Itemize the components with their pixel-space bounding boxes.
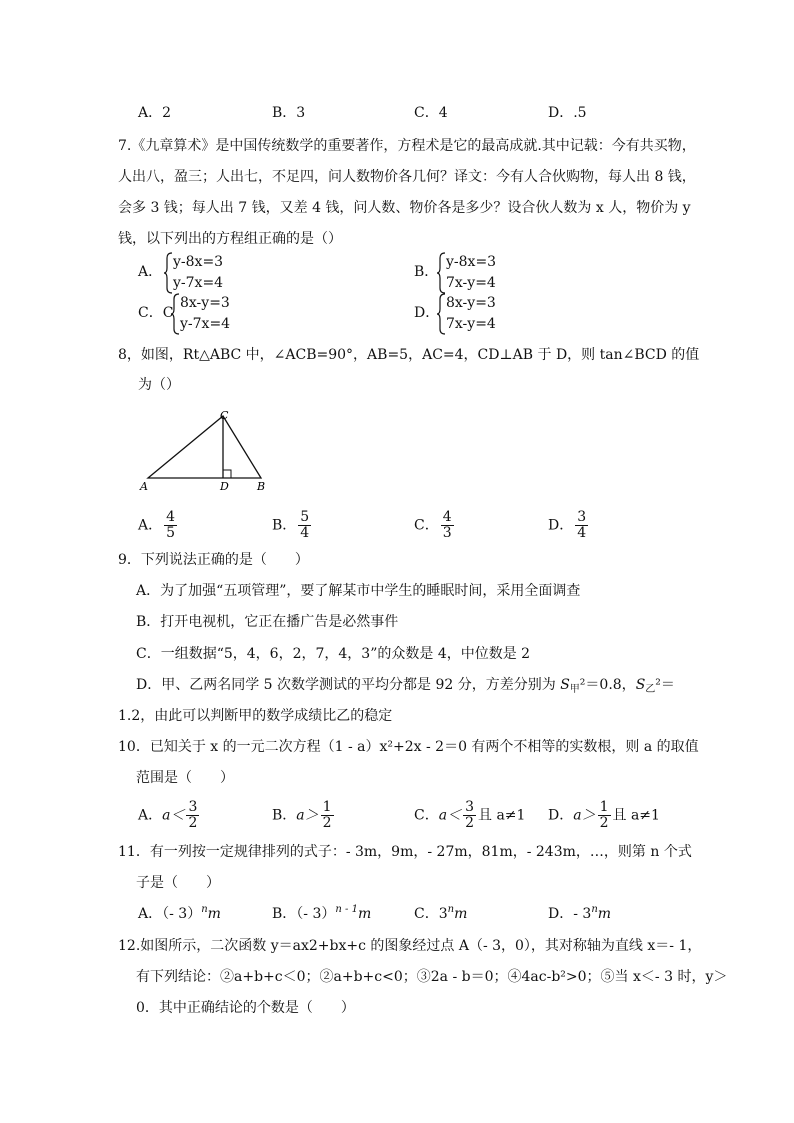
q9-option-d <box>136 675 675 695</box>
q8-option-b <box>272 510 313 541</box>
q7-d-eq2: 7x-y=4 <box>446 316 496 332</box>
q10-b-fraction <box>321 800 334 831</box>
q8-a-fraction <box>164 510 177 541</box>
q10-option-d <box>548 800 660 831</box>
q8-d-fraction <box>575 510 588 541</box>
q10-option-c <box>414 800 525 831</box>
q10-b-relation: a＞ <box>296 807 319 824</box>
q11-d-exponent: n <box>591 904 598 915</box>
variance-symbol: S <box>560 677 570 693</box>
numerator: 1 <box>322 799 332 815</box>
q11-a-var: m <box>207 906 221 922</box>
q7-option-c-label: C．C <box>138 305 174 321</box>
q8-b-label: B． <box>272 517 297 534</box>
q11-b-var: m <box>357 906 372 922</box>
q11-option-b <box>272 904 371 924</box>
q7-d-eq1: 8x-y=3 <box>446 295 496 311</box>
q9-option-c: C．一组数据“5，4，6，2，7，4，3”的众数是 4，中位数是 2 <box>136 646 531 662</box>
q12-stem-line3: 0．其中正确结论的个数是（ ） <box>136 1000 355 1016</box>
q9-option-d-line2: 1.2，由此可以判断甲的数学成绩比乙的稳定 <box>118 708 393 724</box>
numerator: 3 <box>465 799 474 815</box>
q10-d-relation: a＞ <box>573 807 596 824</box>
denominator: 5 <box>166 525 176 541</box>
q10-d-fraction <box>598 800 611 831</box>
q11-option-a <box>138 904 221 924</box>
q7-option-a-label: A． <box>138 264 163 280</box>
numerator: 4 <box>442 509 452 525</box>
q8-c-label: C． <box>414 517 439 534</box>
q11-c-var: m <box>454 906 468 922</box>
q7-stem-line2: 人出八，盈三；人出七，不足四，问人数物价各几何？译文：今有人合伙购物，每人出 8 钱， <box>118 169 696 185</box>
q11-b-exponent: n - 1 <box>335 904 358 915</box>
q8-stem-line2: 为（） <box>138 377 180 393</box>
q7-stem-line3: 会多 3 钱；每人出 7 钱，又差 4 钱，问人数、物价各是多少？设合伙人数为 x 人，物价为 y <box>118 200 691 216</box>
q8-option-c <box>414 510 456 541</box>
q8-stem-line1: 8，如图，Rt△ABC 中，∠ACB=90°，AB=5，AC=4，CD⊥AB 于 D，则 tan∠BCD 的值 <box>118 347 700 363</box>
q7-b-eq1: y-8x=3 <box>446 254 497 270</box>
numerator: 1 <box>599 799 609 815</box>
q8-a-label: A． <box>138 517 163 534</box>
denominator: 2 <box>322 815 332 831</box>
brace-icon <box>164 252 174 294</box>
q7-option-d-system <box>437 293 496 335</box>
q6-option-d: D．.5 <box>548 105 587 121</box>
denominator: 2 <box>599 815 609 831</box>
q10-stem-line2: 范围是（ ） <box>136 770 234 786</box>
q7-stem-line1: 7.《九章算术》是中国传统数学的重要著作，方程术是它的最高成就.其中记载：今有共买物， <box>118 138 696 154</box>
denominator: 2 <box>465 815 474 831</box>
q7-c-eq2: y-7x=4 <box>180 316 231 332</box>
q10-option-b <box>272 800 336 831</box>
q11-stem-line1: 11．有一列按一定规律排列的式子：- 3m，9m，- 27m，81m，- 243m，…，则第 n 个式 <box>118 844 692 860</box>
brace-icon <box>171 293 181 335</box>
q7-option-b-system <box>437 252 496 294</box>
numerator: 4 <box>166 509 176 525</box>
q10-c-label: C． <box>414 807 439 824</box>
q8-option-a <box>138 510 179 541</box>
variance-jia: ²＝0.8， <box>579 677 636 693</box>
q9-option-b: B．打开电视机，它正在播广告是必然事件 <box>136 614 399 630</box>
q10-c-relation: a＜ <box>438 807 462 824</box>
q7-b-eq2: 7x-y=4 <box>446 275 496 291</box>
q11-a-exponent: n <box>201 904 208 915</box>
q9-stem: 9．下列说法正确的是（ ） <box>118 552 309 568</box>
q8-c-fraction <box>441 510 454 541</box>
q9-d-text: D．甲、乙两名同学 5 次数学测试的平均分都是 92 分，方差分别为 <box>136 677 561 693</box>
q7-stem-line4: 钱，以下列出的方程组正确的是（） <box>118 231 342 247</box>
q11-option-c <box>414 904 467 924</box>
numerator: 5 <box>300 509 310 525</box>
q11-d-var: m <box>597 906 612 922</box>
q10-d-tail: 且 a≠1 <box>612 807 660 824</box>
q11-d-base: D．- 3 <box>548 906 592 922</box>
q7-a-eq2: y-7x=4 <box>173 275 224 291</box>
q10-stem-line1: 10．已知关于 x 的一元二次方程（1 - a）x²+2x - 2＝0 有两个不相等的实数根，则 a 的取值 <box>118 739 699 755</box>
numerator: 3 <box>188 799 198 815</box>
q10-a-relation: a＜ <box>162 807 185 824</box>
q7-c-eq1: 8x-y=3 <box>180 295 230 311</box>
brace-icon <box>437 252 447 294</box>
label-a: A <box>140 480 148 493</box>
denominator: 3 <box>442 525 452 541</box>
q10-a-label: A． <box>138 807 163 824</box>
triangle-figure <box>138 408 270 494</box>
label-b: B <box>257 480 266 493</box>
q6-option-b: B．3 <box>272 105 306 121</box>
q10-b-label: B． <box>272 807 297 824</box>
denominator: 4 <box>577 525 587 541</box>
q6-option-a: A．2 <box>138 105 172 121</box>
q11-c-base: C．3 <box>414 906 448 922</box>
q11-c-exponent: n <box>447 904 455 915</box>
denominator: 2 <box>188 815 198 831</box>
variance-yi: ²＝ <box>655 677 675 693</box>
q9-option-a: A．为了加强“五项管理”，要了解某市中学生的睡眠时间，采用全面调查 <box>136 583 581 599</box>
right-angle-mark <box>223 470 231 478</box>
q7-option-a-system <box>164 252 223 294</box>
q7-option-c-system <box>171 293 230 335</box>
q8-d-label: D． <box>548 517 574 534</box>
subscript-yi: 乙 <box>645 684 656 695</box>
variance-symbol: S <box>635 677 646 693</box>
q11-stem-line2: 子是（ ） <box>136 875 220 891</box>
numerator: 3 <box>577 509 587 525</box>
label-d: D <box>220 480 229 493</box>
q10-c-tail: 且 a≠1 <box>478 807 526 824</box>
q8-b-fraction <box>298 510 311 541</box>
label-c: C <box>220 409 229 422</box>
q7-option-d-label: D． <box>414 305 440 321</box>
q10-c-fraction <box>463 800 476 831</box>
q8-option-d <box>548 510 590 541</box>
q6-option-c: C．4 <box>414 105 448 121</box>
q7-a-eq1: y-8x=3 <box>173 254 224 270</box>
q11-b-base: B．（- 3） <box>272 906 336 922</box>
q11-option-d <box>548 904 611 924</box>
denominator: 4 <box>300 525 310 541</box>
subscript-jia: 甲 <box>569 684 580 695</box>
q10-option-a <box>138 800 201 831</box>
q12-stem-line2: 有下列结论：②a+b+c＜0；②a+b+c<0；③2a - b＝0；④4ac-b²>0；⑤当 x＜- 3 时，y＞ <box>136 969 728 985</box>
q7-option-b-label: B． <box>414 264 439 280</box>
q10-a-fraction <box>186 800 199 831</box>
brace-icon <box>437 293 447 335</box>
q11-a-base: A．（- 3） <box>138 906 202 922</box>
q10-d-label: D． <box>548 807 574 824</box>
q12-stem-line1: 12.如图所示，二次函数 y＝ax2+bx+c 的图象经过点 A（- 3，0），其对称轴为直线 x＝- 1， <box>118 938 702 954</box>
triangle-abc <box>148 416 261 478</box>
